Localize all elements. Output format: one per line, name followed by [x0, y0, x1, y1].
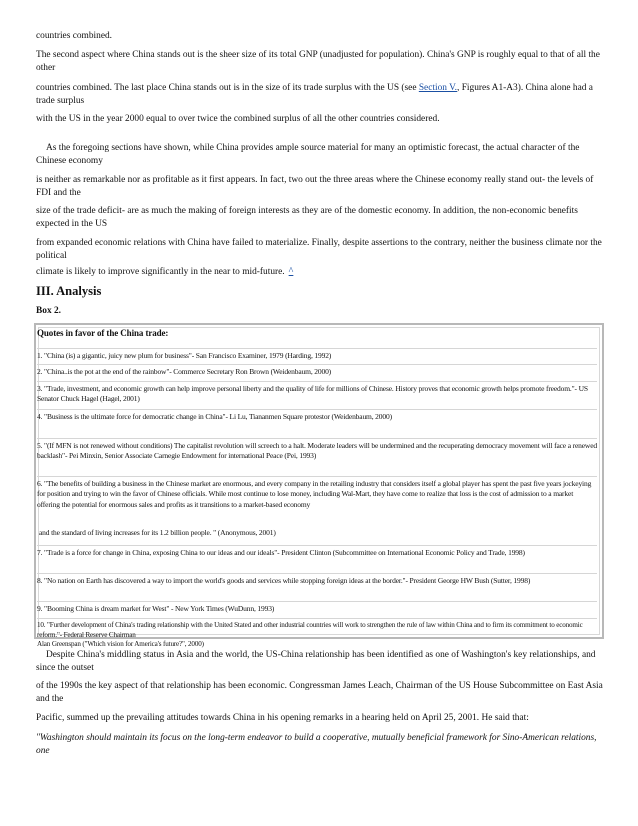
quote-5: 5. "(If MFN is not renewed without conditions) The capitalist revolution will screech to a halt. Moderate leaders will be undermined and the recuperating democracy movement will face a renewed backlash"- Pei Minxin, Senior Associate Carnegie Endowment for international Peace (Pei, 1993) — [37, 438, 597, 462]
section-v-link[interactable]: Section V. — [418, 83, 458, 93]
quote-8: 8. "No nation on Earth has discovered a way to import the world's goods and services while stopping foreign ideas at the border."- President George HW Bush (Sutter, 1998) — [37, 573, 597, 586]
paragraph-gnp-size: The second aspect where China stands out is the sheer size of its total GNP (unadjusted for population). China's GNP is roughly equal to that of all the other — [36, 50, 600, 73]
back-to-top-link[interactable]: ^ — [288, 266, 294, 277]
paragraph-non-economic-benefits: from expanded economic relations with China have failed to materialize. Finally, despite assertions to the contrary, neither the business climate nor the political — [36, 238, 602, 261]
quote-1: 1. "China (is) a gigantic, juicy new plum for business"- San Francisco Examiner, 1979 (Harding, 1992) — [37, 348, 597, 361]
quote-2: 2. "China..is the pot at the end of the rainbow"- Commerce Secretary Ron Brown (Weidenbaum, 2000) — [37, 364, 597, 377]
paragraph-neither-remarkable: is neither as remarkable nor as profitable as it first appears. In fact, two out the three areas where the Chinese economy really stand out- the levels of FDI and the — [36, 175, 594, 198]
paragraph-trade-surplus-text-end: , Figures A1-A3). China alone had a trade surplus — [36, 83, 593, 106]
quote-7: 7. "Trade is a force for change in China, exposing China to our ideas and our ideals"- President Clinton (Subcommittee on International Economic Policy and Trade, 1998) — [37, 545, 597, 558]
quote-10-attribution: Alan Greenspan ("Which vision for America's future?", 2000) — [37, 640, 204, 649]
quotes-box-title: Quotes in favor of the China trade: — [37, 328, 169, 338]
paragraph-foregoing-sections: As the foregoing sections have shown, while China provides ample source material for many an optimistic forecast, the actual character of the Chinese economy — [36, 143, 580, 166]
section-title: III. Analysis — [36, 284, 102, 298]
paragraph-washington-quote: "Washington should maintain its focus on the long-term endeavor to build a cooperative, mutually beneficial framework for Sino-American relations, one — [36, 733, 597, 756]
paragraph-trade-surplus-text: countries combined. The last place China stands out is in the size of its trade surplus with the US (see — [36, 83, 419, 93]
paragraph-countries-combined: countries combined. — [36, 31, 113, 41]
paragraph-trade-surplus — [36, 82, 608, 108]
quote-3: 3. "Trade, investment, and economic growth can help improve personal liberty and the quality of life for millions of Chinese. History proves that economic growth helps promote freedom."- US Senator Chuck Hagel (Hagel, 2001) — [37, 381, 597, 405]
paragraph-1990s-key-aspect: of the 1990s the key aspect of that relationship has been economic. Congressman James Leach, Chairman of the US House Subcommittee on East Asia and the — [36, 681, 603, 704]
quote-10 — [37, 618, 597, 650]
quote-9: 9. "Booming China is dream market for West" - New York Times (WuDunn, 1993) — [37, 601, 597, 614]
quote-6: 6. "The benefits of building a business in the Chinese market are enormous, and every company in the retailing industry that considers itself a global player has spent the past five years jockeying for position and trying to win the favor of Chinese officials. While most continue to lose money, including Wal-Mart, they have come to realize that loss is the cost of admission to a market offering the potential for enormous sales and profits as it transitions to a market-based economy — [37, 476, 597, 510]
paragraph-climate — [36, 265, 608, 279]
box-label: Box 2. — [36, 306, 62, 316]
quote-4: 4. "Business is the ultimate force for democratic change in China"- Li Lu, Tiananmen Square protestor (Weidenbaum, 2000) — [37, 409, 597, 422]
paragraph-despite-middling: Despite China's middling status in Asia and the world, the US-China relationship has been identified as one of Washington's key relationships, and since the outset — [36, 650, 596, 673]
paragraph-climate-text: climate is likely to improve significantly in the near to mid-future. — [36, 267, 285, 277]
paragraph-pacific-summed-up: Pacific, summed up the prevailing attitudes towards China in his opening remarks in a hearing held on April 25, 2001. He said that: — [36, 713, 529, 723]
paragraph-trade-deficit: size of the trade deficit- are as much the making of foreign interests as they are of the domestic economy. In addition, the non-economic benefits expected in the US — [36, 206, 578, 229]
quote-10-text: 10. "Further development of China's trading relationship with the United Stated and other industrial countries will work to strengthen the rule of law within China and to firm its commitment to economic reform."- Federal Reserve Chairman — [37, 621, 583, 639]
paragraph-year-2000-surplus: with the US in the year 2000 equal to over twice the combined surplus of all the other countries considered. — [36, 114, 440, 124]
quote-6-continued: and the standard of living increases for its 1.2 billion people. " (Anonymous, 2001) — [39, 528, 276, 537]
